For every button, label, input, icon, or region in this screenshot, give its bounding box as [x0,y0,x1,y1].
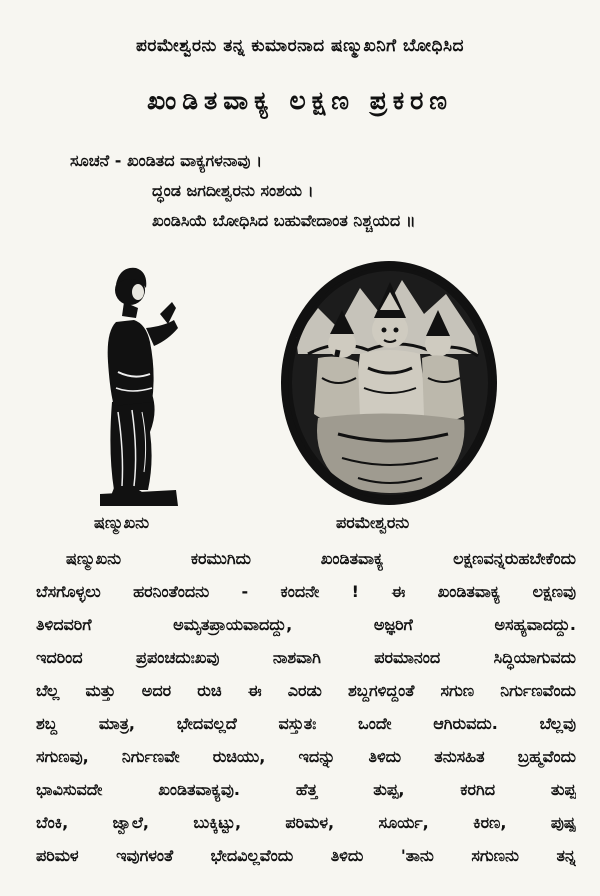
body-line-7: ಸಗುಣವು, ನಿರ್ಗುಣವೇ ರುಚಿಯು, ಇದನ್ನು ತಿಳಿದು ತನುಸಹಿತ ಬ್ರಹ್ಮವೆಂದು [36,747,576,766]
body-line-4: ಇದರಿಂದ ಪ್ರಪಂಚದುಃಖವು ನಾಶವಾಗಿ ಪರಮಾನಂದ ಸಿದ್ಧಿಯಾಗುವದು [36,648,576,667]
body-line-2: ಬೆಸಗೊಳ್ಳಲು ಹರನಿಂತೆಂದನು - ಕಂದನೇ ! ಈ ಖಂಡಿತವಾಕ್ಯ ಲಕ್ಷಣವು [36,582,576,601]
caption-parameshwara: ಪರಮೇಶ್ವರನು [336,513,410,532]
caption-shanmukha: ಷಣ್ಮುಖನು [94,513,150,532]
body-line-10: ಪರಿಮಳ ಇವುಗಳಂತೆ ಭೇದವಿಲ್ಲವೆಂದು ತಿಳಿದು 'ತಾನು ಸಗುಣನು ತನ್ನ [36,846,576,865]
notice-label: ಸೂಚನೆ - [70,151,122,170]
body-line-1: ಷಣ್ಮುಖನು ಕರಮುಗಿದು ಖಂಡಿತವಾಕ್ಯ ಲಕ್ಷಣವನ್ನರುಹಬೇಕೆಂದು [66,549,576,568]
notice-block [70,146,415,236]
body-line-5: ಬೆಲ್ಲ ಮತ್ತು ಅದರ ರುಚಿ ಈ ಎರಡು ಶಬ್ದಗಳಿದ್ದಂತೆ ಸಗುಣ ನಿರ್ಗುಣವೆಂದು [36,681,576,700]
shanmukha-figure [98,262,180,508]
page-subheading: ಪರಮೇಶ್ವರನು ತನ್ನ ಕುಮಾರನಾದ ಷಣ್ಮುಖನಿಗೆ ಬೋಧಿಸಿದ [136,36,464,56]
notice-verse-2: ದ್ಧಂಡ ಜಗದೀಶ್ವರನು ಸಂಶಯ । [152,181,314,200]
body-line-3: ತಿಳಿದವರಿಗೆ ಅಮೃತಪ್ರಾಯವಾದದ್ದು, ಅಜ್ಞರಿಗೆ ಅಸಹ್ಯವಾದದ್ದು. [36,615,576,634]
notice-verse-3: ಖಂಡಿಸಿಯೆ ಬೋಧಿಸಿದ ಬಹುವೇದಾಂತ ನಿಶ್ಚಯದ ॥ [152,211,416,230]
body-text [36,542,576,872]
notice-line-1 [70,146,415,176]
body-line-9: ಬೆಂಕಿ, ಜ್ವಾಲೆ, ಬುಕ್ಕಿಟ್ಟು, ಪರಿಮಳ, ಸೂರ್ಯ, ಕಿರಣ, ಪುಷ್ಪ [36,813,576,832]
body-line-6: ಶಬ್ದ ಮಾತ್ರ, ಭೇದವಲ್ಲದೆ ವಸ್ತುತಃ ಒಂದೇ ಆಗಿರುವದು. ಬೆಲ್ಲವು [36,714,576,733]
parameshwara-medallion [278,258,500,508]
notice-verse-1: ಖಂಡಿತದ ವಾಕ್ಯಗಳನಾವು । [126,151,263,170]
body-line-8: ಭಾವಿಸುವದೇ ಖಂಡಿತವಾಕ್ಯವು. ಹೆತ್ತ ತುಪ್ಪ, ಕರಗಿದ ತುಪ್ಪ [36,780,576,799]
page-title: ಖಂಡಿತವಾಕ್ಯ ಲಕ್ಷಣ ಪ್ರಕರಣ [146,86,454,115]
